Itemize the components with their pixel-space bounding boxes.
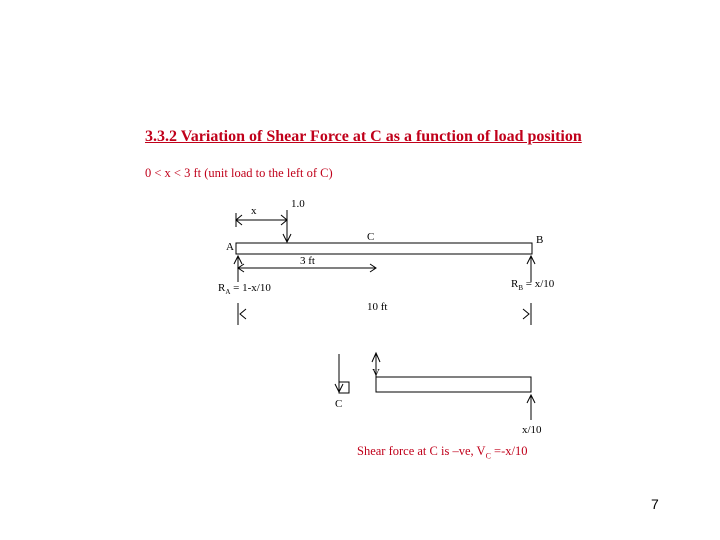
beam — [236, 243, 532, 254]
span-label: 10 ft — [367, 301, 388, 313]
fbd-right-segment — [376, 377, 531, 392]
shear-force-caption: Shear force at C is –ve, $V_C =-x/10$ — [357, 444, 528, 461]
fbd-point-c-label: C — [335, 398, 343, 410]
reaction-a-label: $R_A = 1-x/10$ — [218, 282, 271, 297]
load-case-subheading: 0 < x < 3 ft (unit load to the left of C) — [145, 166, 333, 180]
section-heading: 3.3.2 Variation of Shear Force at C as a function of load position — [145, 128, 582, 145]
point-a-label: A — [226, 241, 234, 253]
fbd-shear-label: V — [372, 367, 380, 379]
unit-load-label: 1.0 — [291, 198, 305, 210]
page-number: 7 — [651, 496, 659, 512]
load-position-label: x — [251, 205, 257, 217]
fbd-reaction-label: x/10 — [522, 424, 542, 436]
fbd-left-stub — [339, 382, 349, 393]
reaction-b-label: $R_B = x/10$ — [511, 278, 555, 293]
point-b-label: B — [536, 234, 544, 246]
point-c-label: C — [367, 231, 375, 243]
dim-ac-label: 3 ft — [300, 255, 315, 267]
